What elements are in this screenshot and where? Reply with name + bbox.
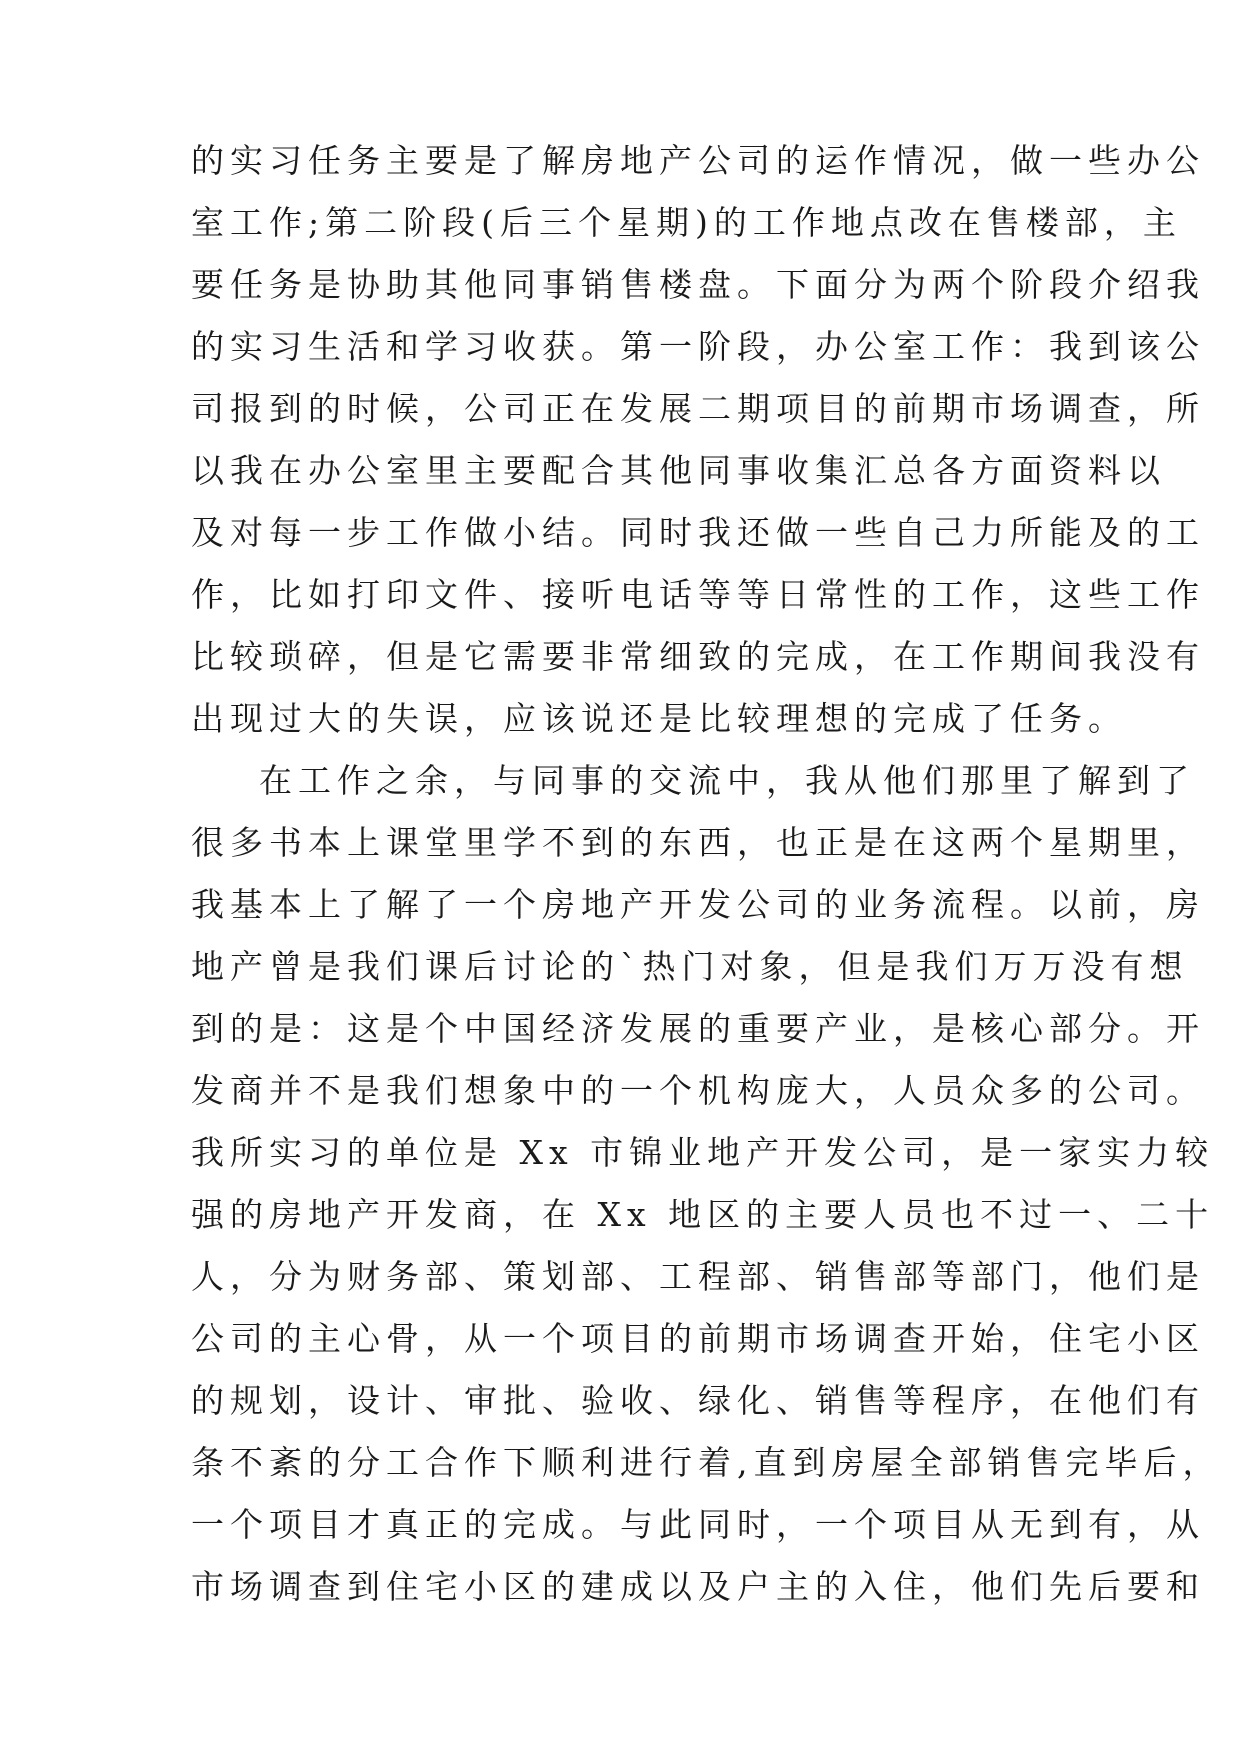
text-line: 及对每一步工作做小结。同时我还做一些自己力所能及的工 [191,513,1205,552]
text-line: 人，分为财务部、策划部、工程部、销售部等部门，他们是 [191,1257,1205,1296]
text-line: 我基本上了解了一个房地产开发公司的业务流程。以前，房 [191,885,1205,924]
text-line: 要任务是协助其他同事销售楼盘。下面分为两个阶段介绍我 [191,265,1205,304]
text-line: 很多书本上课堂里学不到的东西，也正是在这两个星期里， [191,823,1205,862]
text-line: 的规划，设计、审批、验收、绿化、销售等程序，在他们有 [191,1381,1205,1420]
text-line: 我所实习的单位是 Xx 市锦业地产开发公司，是一家实力较 [191,1133,1215,1172]
paragraph-first-line: 在工作之余，与同事的交流中，我从他们那里了解到了 [259,761,1195,800]
text-line: 市场调查到住宅小区的建成以及户主的入住，他们先后要和 [191,1567,1205,1606]
text-line: 地产曾是我们课后讨论的`热门对象，但是我们万万没有想 [191,947,1189,986]
text-line: 作，比如打印文件、接听电话等等日常性的工作，这些工作 [191,575,1205,614]
text-line: 以我在办公室里主要配合其他同事收集汇总各方面资料以 [191,451,1166,490]
text-line: 到的是：这是个中国经济发展的重要产业，是核心部分。开 [191,1009,1205,1048]
text-line: 出现过大的失误，应该说还是比较理想的完成了任务。 [191,699,1127,738]
text-line: 公司的主心骨，从一个项目的前期市场调查开始，住宅小区 [191,1319,1205,1358]
text-line: 的实习任务主要是了解房地产公司的运作情况，做一些办公 [191,141,1205,180]
text-line: 一个项目才真正的完成。与此同时，一个项目从无到有，从 [191,1505,1205,1544]
text-line: 强的房地产开发商，在 Xx 地区的主要人员也不过一、二十 [191,1195,1215,1234]
text-line: 发商并不是我们想象中的一个机构庞大，人员众多的公司。 [191,1071,1205,1110]
document-body [191,130,1222,1618]
text-line: 司报到的时候，公司正在发展二期项目的前期市场调查，所 [191,389,1205,428]
text-line: 的实习生活和学习收获。第一阶段，办公室工作：我到该公 [191,327,1205,366]
text-line: 比较琐碎，但是它需要非常细致的完成，在工作期间我没有 [191,637,1205,676]
text-line: 条不紊的分工合作下顺利进行着,直到房屋全部销售完毕后， [191,1443,1222,1482]
text-line: 室工作;第二阶段(后三个星期)的工作地点改在售楼部，主 [191,203,1182,242]
